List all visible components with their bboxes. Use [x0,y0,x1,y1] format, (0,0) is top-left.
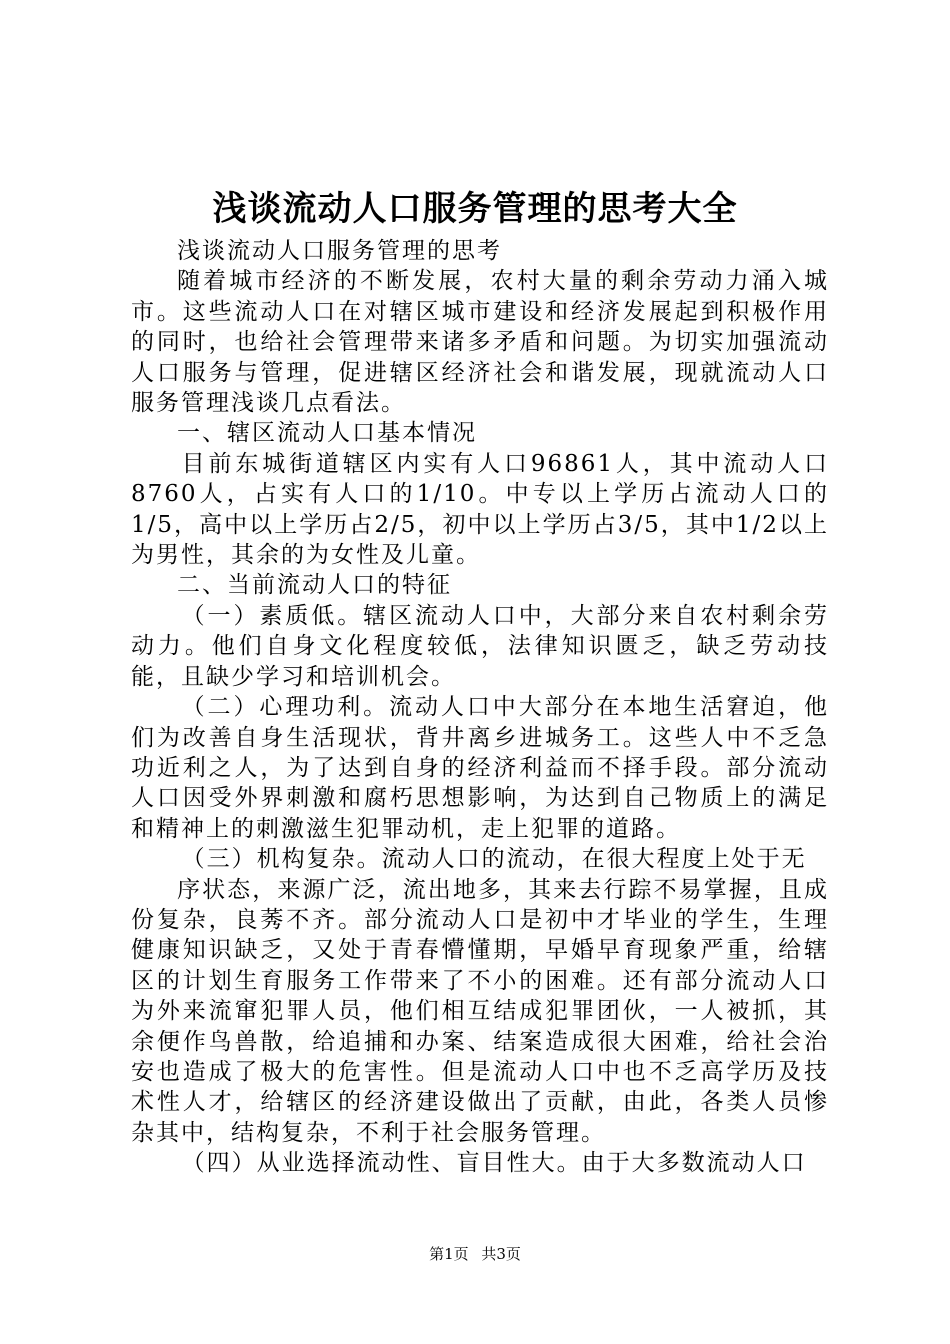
body-paragraph: （四）从业选择流动性、盲目性大。由于大多数流动人口 [181,1150,807,1177]
section-heading: 一、辖区流动人口基本情况 [177,420,477,447]
document-body [131,236,829,1179]
body-paragraph: 目前东城街道辖区内实有人口96861人，其中流动人口8760人，占实有人口的1/10。中专以上学历占流动人口的1/5，高中以上学历占2/5，初中以上学历占3/5，其中1/2以上为男性，其余的为女性及儿童。 [131,450,829,569]
body-paragraph: 序状态，来源广泛，流出地多，其来去行踪不易掌握，且成份复杂，良莠不齐。部分流动人口是初中才毕业的学生，生理健康知识缺乏，又处于青春懵懂期，早婚早育现象严重，给辖区的计划生育服务工作带来了不小的困难。还有部分流动人口为外来流窜犯罪人员，他们相互结成犯罪团伙，一人被抓，其余便作鸟兽散，给追捕和办案、结案造成很大困难，给社会治安也造成了极大的危害性。但是流动人口中也不乏高学历及技术性人才，给辖区的经济建设做出了贡献，由此，各类人员惨杂其中，结构复杂，不利于社会服务管理。 [131,876,829,1146]
body-paragraph: （一）素质低。辖区流动人口中，大部分来自农村剩余劳动力。他们自身文化程度较低，法律知识匮乏，缺乏劳动技能，且缺少学习和培训机会。 [131,602,829,690]
body-paragraph: （三）机构复杂。流动人口的流动，在很大程度上处于无 [181,846,807,873]
subtitle-paragraph: 浅谈流动人口服务管理的思考 [177,238,502,264]
page-number: 第1页 [429,1245,469,1263]
body-paragraph: 随着城市经济的不断发展，农村大量的剩余劳动力涌入城市。这些流动人口在对辖区城市建设和经济发展起到积极作用的同时，也给社会管理带来诸多矛盾和问题。为切实加强流动人口服务与管理，促进辖区经济社会和谐发展，现就流动人口服务管理浅谈几点看法。 [131,268,829,417]
document-title: 浅谈流动人口服务管理的思考大全 [212,189,738,229]
body-paragraph: （二）心理功利。流动人口中大部分在本地生活窘迫，他们为改善自身生活现状，背井离乡进城务工。这些人中不乏急功近利之人，为了达到自身的经济利益而不择手段。部分流动人口因受外界刺激和腐朽思想影响，为达到自己物质上的满足和精神上的刺激滋生犯罪动机，走上犯罪的道路。 [131,694,829,842]
section-heading: 二、当前流动人口的特征 [177,572,452,599]
page-total: 共3页 [481,1245,521,1263]
page-footer [0,1244,950,1264]
